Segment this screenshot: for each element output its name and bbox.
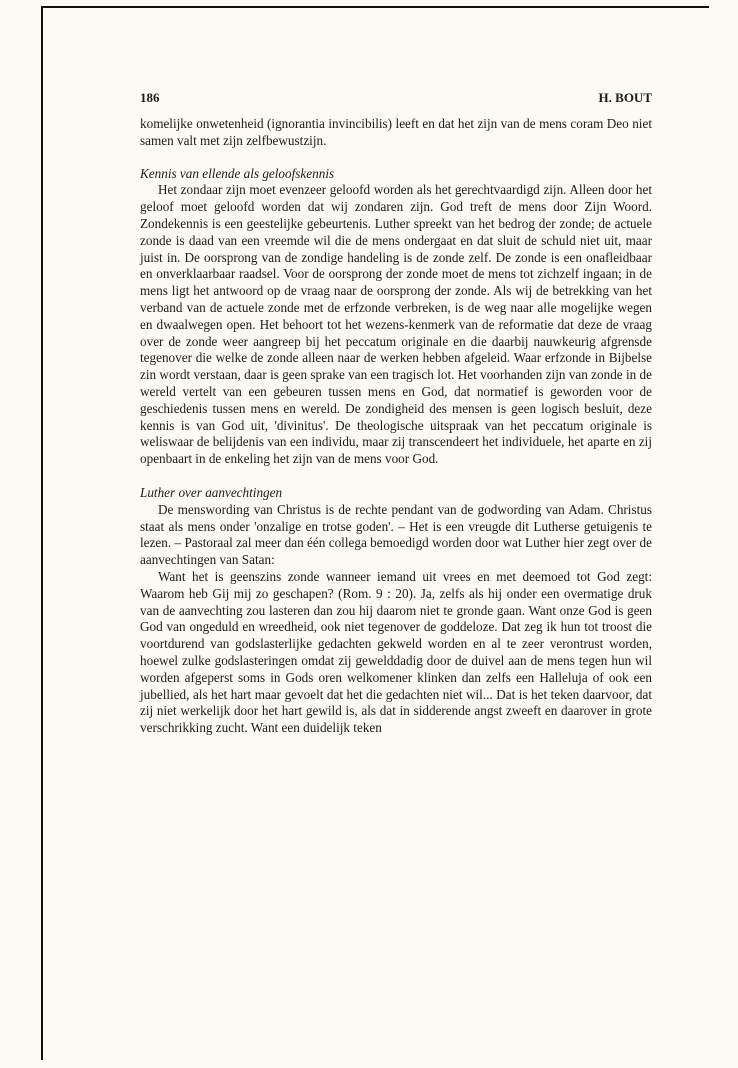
luther-quote: Want het is geenszins zonde wanneer iemand uit vrees en met deemoed tot God zegt: Waarom heb Gij mij zo geschapen? (Rom. 9 : 20). Ja, zelfs als hij onder een overmatige druk van de aanvechting zou lasteren dan zou hij daarom niet te gronde gaan. Want onze God is geen God van ongeduld en wreedheid, ook niet tegenover de goddeloze. Dat zeg ik hun tot troost die voortdurend van godslasterlijke gedachten gekweld worden en al te zeer verontrust worden, hoewel zulke godslasteringen omdat zij gewelddadig door de duivel aan de mens tegen hun wil worden afgeperst soms in Gods oren welkomener klinken dan zelfs een Halleluja of ook een jubellied, als het hart maar gevoelt dat het die gedachten niet wil... Dat is het teken daarvoor, dat zij niet werkelijk door het hart gewild is, als dat in sidderende angst zweeft en daarover in grote verschrikking zucht. Want een duidelijk teken <box>140 568 652 736</box>
intro-paragraph: komelijke onwetenheid (ignorantia invincibilis) leeft en dat het zijn van de mens coram Deo niet samen valt met zijn zelfbewustzijn. <box>140 116 652 148</box>
page-number: 186 <box>140 90 160 105</box>
section-heading-aanvechtingen: Luther over aanvechtingen <box>140 484 283 500</box>
scan-border-left <box>41 6 43 1060</box>
page-content <box>140 90 652 737</box>
scan-border-top <box>41 6 709 8</box>
section-paragraph-ellende: Het zondaar zijn moet evenzeer geloofd worden als het gerechtvaardigd zijn. Alleen door het geloof moet geloofd worden dat wij zondaren zijn. God treft de mens door Zijn Woord. Zondekennis is een geestelijke gebeurtenis. Luther spreekt van het bedrog der zonde; de actuele zonde is daad van een vreemde wil die de mens ondergaat en dat sluit de schuld niet uit, maar juist in. De oorsprong van de zondige handeling is de zonde zelf. De zonde is een onafleidbaar en onverklaarbaar raadsel. Voor de oorsprong der zonde moet de mens tot zichzelf ingaan; in de mens ligt het antwoord op de vraag naar de oorsprong der zonde. Als wij de betrekking van het verband van de actuele zonde met de erfzonde verbreken, is de weg naar alle mogelijke wegen en dwaalwegen open. Het behoort tot het wezens-kenmerk van de reformatie dat deze de vraag over de zonde weer aangreep bij het peccatum originale en die daarbij nauwkeurig afgrensde tegenover die welke de zonde alleen naar de werken hebben afgeleid. Waar erfzonde in Bijbelse zin wordt verstaan, daar is geen sprake van een tragisch lot. Het voorhanden zijn van zonde in de wereld vertelt van een gebeuren tussen mens en God, dat normatief is geworden voor de geschiedenis tussen mens en wereld. De zondigheid des mensen is geen logisch besluit, deze kennis is van God uit, 'divinitus'. De theologische uitspraak van het peccatum originale is weliswaar de belijdenis van een individu, maar zij transcendeert het individuele, het aparte en zij openbaart in de enkeling het zijn van de mens voor God. <box>140 182 652 467</box>
running-head <box>140 90 652 116</box>
author-name: H. BOUT <box>598 90 652 105</box>
section-paragraph-aanvechtingen: De menswording van Christus is de rechte pendant van de godwording van Adam. Christus staat als mens onder 'onzalige en trotse goden'. – Het is een vreugde dit Lutherse getuigenis te lezen. – Pastoraal zal meer dan één collega bemoedigd worden door wat Luther hier zegt over de aanvechtingen van Satan: <box>140 501 652 568</box>
section-heading-ellende: Kennis van ellende als geloofskennis <box>140 165 335 181</box>
